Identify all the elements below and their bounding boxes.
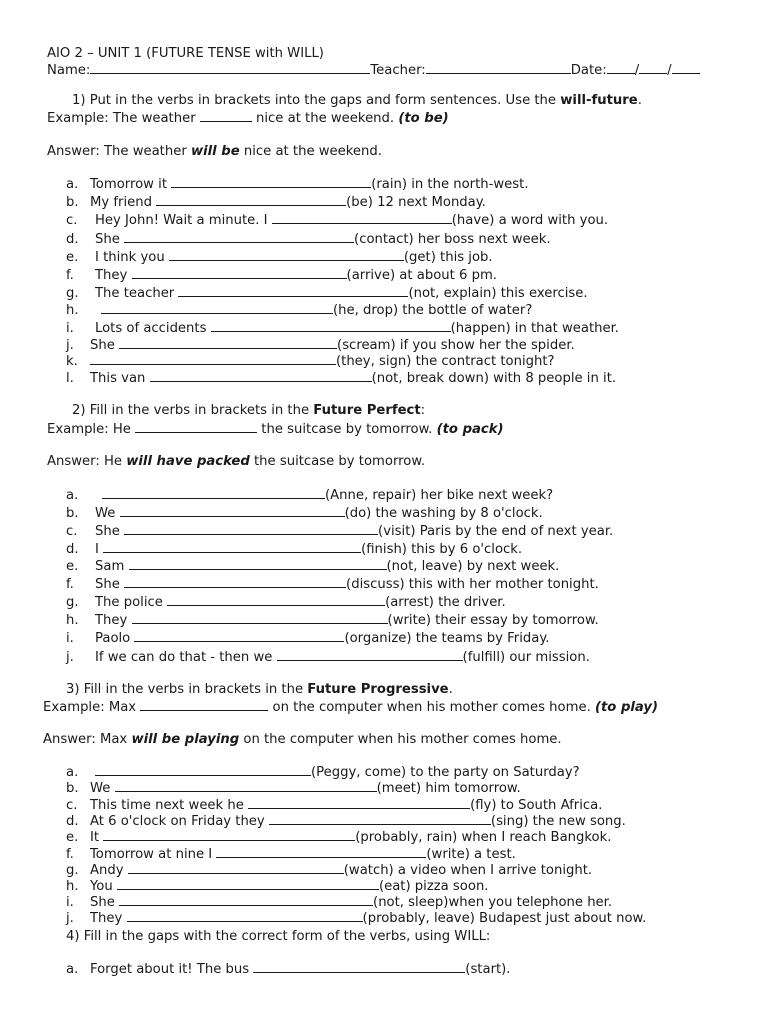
exercise-item: i. Paolo (organize) the teams by Friday. xyxy=(66,631,550,646)
exercise-item: f. They (arrive) at about 6 pm. xyxy=(66,268,497,283)
answer-blank[interactable] xyxy=(132,267,347,279)
section-1-heading: 1) Put in the verbs in brackets into the gaps and form sentences. Use the will-future. xyxy=(72,93,642,108)
exercise-item: g. Andy (watch) a video when I arrive tonight. xyxy=(66,863,593,878)
exercise-item: b. We (meet) him tomorrow. xyxy=(66,781,521,796)
exercise-item: g. The police (arrest) the driver. xyxy=(66,595,506,610)
exercise-item: j. They (probably, leave) Budapest just about now. xyxy=(66,911,647,926)
exercise-item: a. (Peggy, come) to the party on Saturday? xyxy=(66,765,580,780)
exercise-item: b. We (do) the washing by 8 o'clock. xyxy=(66,506,543,521)
answer-blank[interactable] xyxy=(95,764,311,776)
answer-blank[interactable] xyxy=(128,862,344,874)
answer-blank[interactable] xyxy=(132,612,388,624)
exercise-item: l. This van (not, break down) with 8 people in it. xyxy=(66,371,617,386)
worksheet-title: AIO 2 – UNIT 1 (FUTURE TENSE with WILL) xyxy=(47,46,324,61)
exercise-item: a. Forget about it! The bus (start). xyxy=(66,962,511,977)
answer-blank[interactable] xyxy=(167,594,385,606)
exercise-item: f. She (discuss) this with her mother tonight. xyxy=(66,577,599,592)
exercise-item: e. I think you (get) this job. xyxy=(66,250,493,265)
answer-blank[interactable] xyxy=(178,285,408,297)
exercise-item: b. My friend (be) 12 next Monday. xyxy=(66,195,486,210)
exercise-item: c. She (visit) Paris by the end of next year. xyxy=(66,524,614,539)
exercise-item: g. The teacher (not, explain) this exercise. xyxy=(66,286,588,301)
answer-blank[interactable] xyxy=(103,829,355,841)
answer-blank[interactable] xyxy=(102,487,325,499)
exercise-item: d. I (finish) this by 6 o'clock. xyxy=(66,542,523,557)
answer-blank[interactable] xyxy=(134,630,344,642)
exercise-item: i. Lots of accidents (happen) in that weather. xyxy=(66,321,620,336)
answer-blank[interactable] xyxy=(124,231,354,243)
exercise-item: k. (they, sign) the contract tonight? xyxy=(66,354,555,369)
answer-blank[interactable] xyxy=(119,894,373,906)
answer-blank[interactable] xyxy=(129,558,387,570)
exercise-item: c. This time next week he (fly) to South Africa. xyxy=(66,798,603,813)
answer-blank[interactable] xyxy=(272,212,452,224)
section-4-heading: 4) Fill in the gaps with the correct form of the verbs, using WILL: xyxy=(66,929,491,944)
answer-blank[interactable] xyxy=(103,541,361,553)
name-blank[interactable] xyxy=(90,62,370,74)
exercise-item: h. You (eat) pizza soon. xyxy=(66,879,489,894)
exercise-item: j. She (scream) if you show her the spider. xyxy=(66,338,575,353)
exercise-item: j. If we can do that - then we (fulfill) our mission. xyxy=(66,650,590,665)
answer-blank[interactable] xyxy=(169,249,404,261)
section-3-example: Example: Max on the computer when his mother comes home. (to play) xyxy=(43,700,659,715)
answer-blank[interactable] xyxy=(127,910,363,922)
answer-blank[interactable] xyxy=(117,878,379,890)
answer-blank[interactable] xyxy=(277,649,463,661)
student-info-line: Name: Teacher: Date: / / xyxy=(47,62,700,79)
exercise-item: h. They (write) their essay by tomorrow. xyxy=(66,613,599,628)
section-3-heading: 3) Fill in the verbs in brackets in the Future Progressive. xyxy=(66,682,453,697)
answer-blank[interactable] xyxy=(101,302,333,314)
answer-blank[interactable] xyxy=(269,813,491,825)
answer-blank[interactable] xyxy=(120,505,345,517)
answer-blank[interactable] xyxy=(253,961,465,973)
answer-blank[interactable] xyxy=(90,353,336,365)
answer-blank[interactable] xyxy=(171,176,371,188)
answer-blank[interactable] xyxy=(156,194,346,206)
teacher-blank[interactable] xyxy=(426,62,571,74)
section-1-example: Example: The weather nice at the weekend. (to be) xyxy=(47,111,449,126)
section-2-example: Example: He the suitcase by tomorrow. (to pack) xyxy=(47,422,504,437)
section-3-answer: Answer: Max will be playing on the computer when his mother comes home. xyxy=(43,732,562,747)
exercise-item: a. (Anne, repair) her bike next week? xyxy=(66,488,554,503)
answer-blank[interactable] xyxy=(124,576,346,588)
date-year-blank[interactable] xyxy=(672,62,700,74)
answer-blank[interactable] xyxy=(115,780,377,792)
date-month-blank[interactable] xyxy=(639,62,667,74)
exercise-item: f. Tomorrow at nine I (write) a test. xyxy=(66,847,516,862)
exercise-item: i. She (not, sleep)when you telephone her. xyxy=(66,895,613,910)
section-1-answer: Answer: The weather will be nice at the weekend. xyxy=(47,144,382,159)
answer-blank[interactable] xyxy=(124,523,378,535)
exercise-item: h. (he, drop) the bottle of water? xyxy=(66,303,533,318)
answer-blank[interactable] xyxy=(248,797,470,809)
answer-blank[interactable] xyxy=(216,846,426,858)
date-day-blank[interactable] xyxy=(607,62,635,74)
exercise-item: e. Sam (not, leave) by next week. xyxy=(66,559,560,574)
exercise-item: c. Hey John! Wait a minute. I (have) a word with you. xyxy=(66,213,609,228)
answer-blank[interactable] xyxy=(211,320,451,332)
section-2-heading: 2) Fill in the verbs in brackets in the Future Perfect: xyxy=(72,403,426,418)
exercise-item: e. It (probably, rain) when I reach Bangkok. xyxy=(66,830,612,845)
answer-blank[interactable] xyxy=(119,337,337,349)
answer-blank[interactable] xyxy=(150,370,372,382)
section-2-answer: Answer: He will have packed the suitcase by tomorrow. xyxy=(47,454,426,469)
exercise-item: a. Tomorrow it (rain) in the north-west. xyxy=(66,177,529,192)
exercise-item: d. At 6 o'clock on Friday they (sing) the new song. xyxy=(66,814,626,829)
exercise-item: d. She (contact) her boss next week. xyxy=(66,232,551,247)
